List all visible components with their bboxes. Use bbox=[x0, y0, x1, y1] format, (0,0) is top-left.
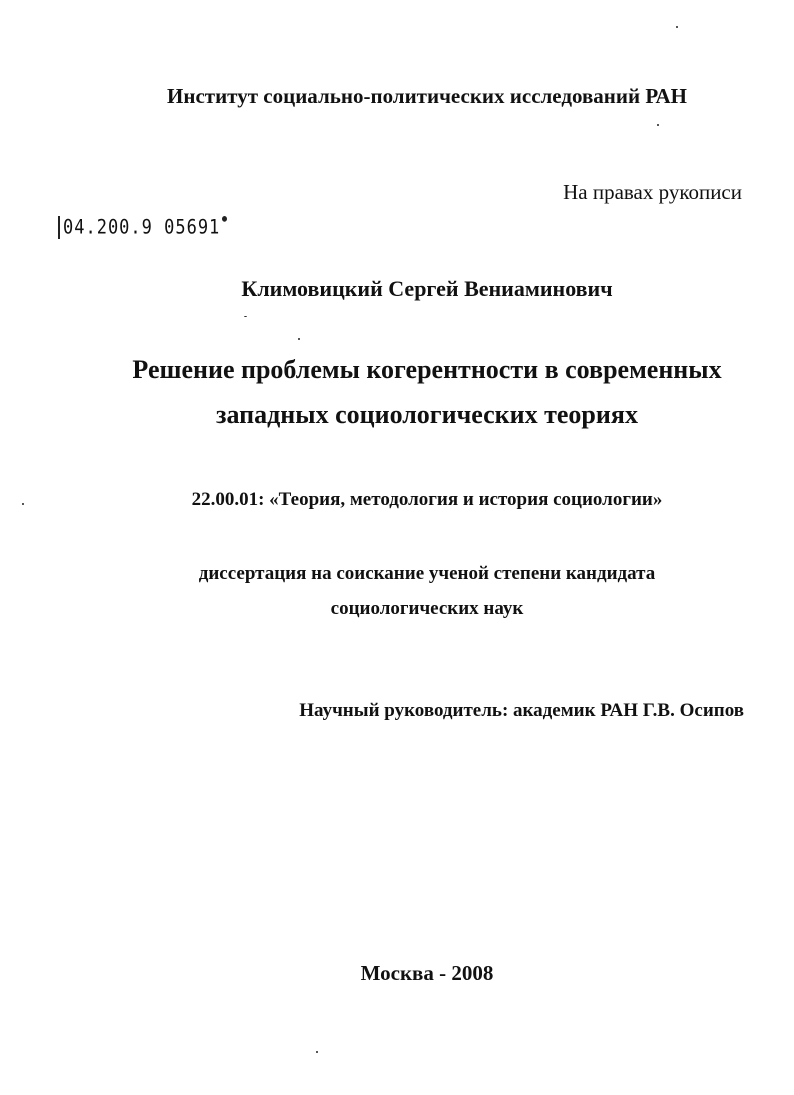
degree-line1: диссертация на соискание ученой степени кандидата bbox=[198, 563, 656, 584]
author-name: Климовицкий Сергей Вениаминович bbox=[241, 276, 613, 301]
scan-speck bbox=[244, 316, 247, 317]
rights-note: На правах рукописи bbox=[563, 180, 742, 204]
scan-speck bbox=[676, 26, 678, 28]
scientific-supervisor: Научный руководитель: академик РАН Г.В. Осипов bbox=[299, 700, 744, 721]
institute-name: Институт социально-политических исследований РАН bbox=[167, 84, 687, 108]
specialty-code: 22.00.01: «Теория, методология и история социологии» bbox=[191, 489, 663, 510]
dissertation-title-line1: Решение проблемы когерентности в современных bbox=[132, 355, 722, 384]
city-year: Москва - 2008 bbox=[360, 961, 494, 985]
scan-speck bbox=[657, 124, 659, 126]
archive-code-value: 04.200.9 05691 bbox=[63, 216, 221, 239]
archive-code-dot-mark bbox=[222, 216, 227, 222]
scan-speck bbox=[316, 1051, 318, 1053]
dissertation-title-line2: западных социологических теориях bbox=[216, 400, 638, 429]
scan-speck bbox=[22, 503, 24, 505]
scan-speck bbox=[298, 338, 300, 340]
degree-line2: социологических наук bbox=[330, 598, 524, 619]
archive-code-prefix-mark bbox=[58, 216, 60, 239]
archive-code bbox=[58, 216, 227, 239]
